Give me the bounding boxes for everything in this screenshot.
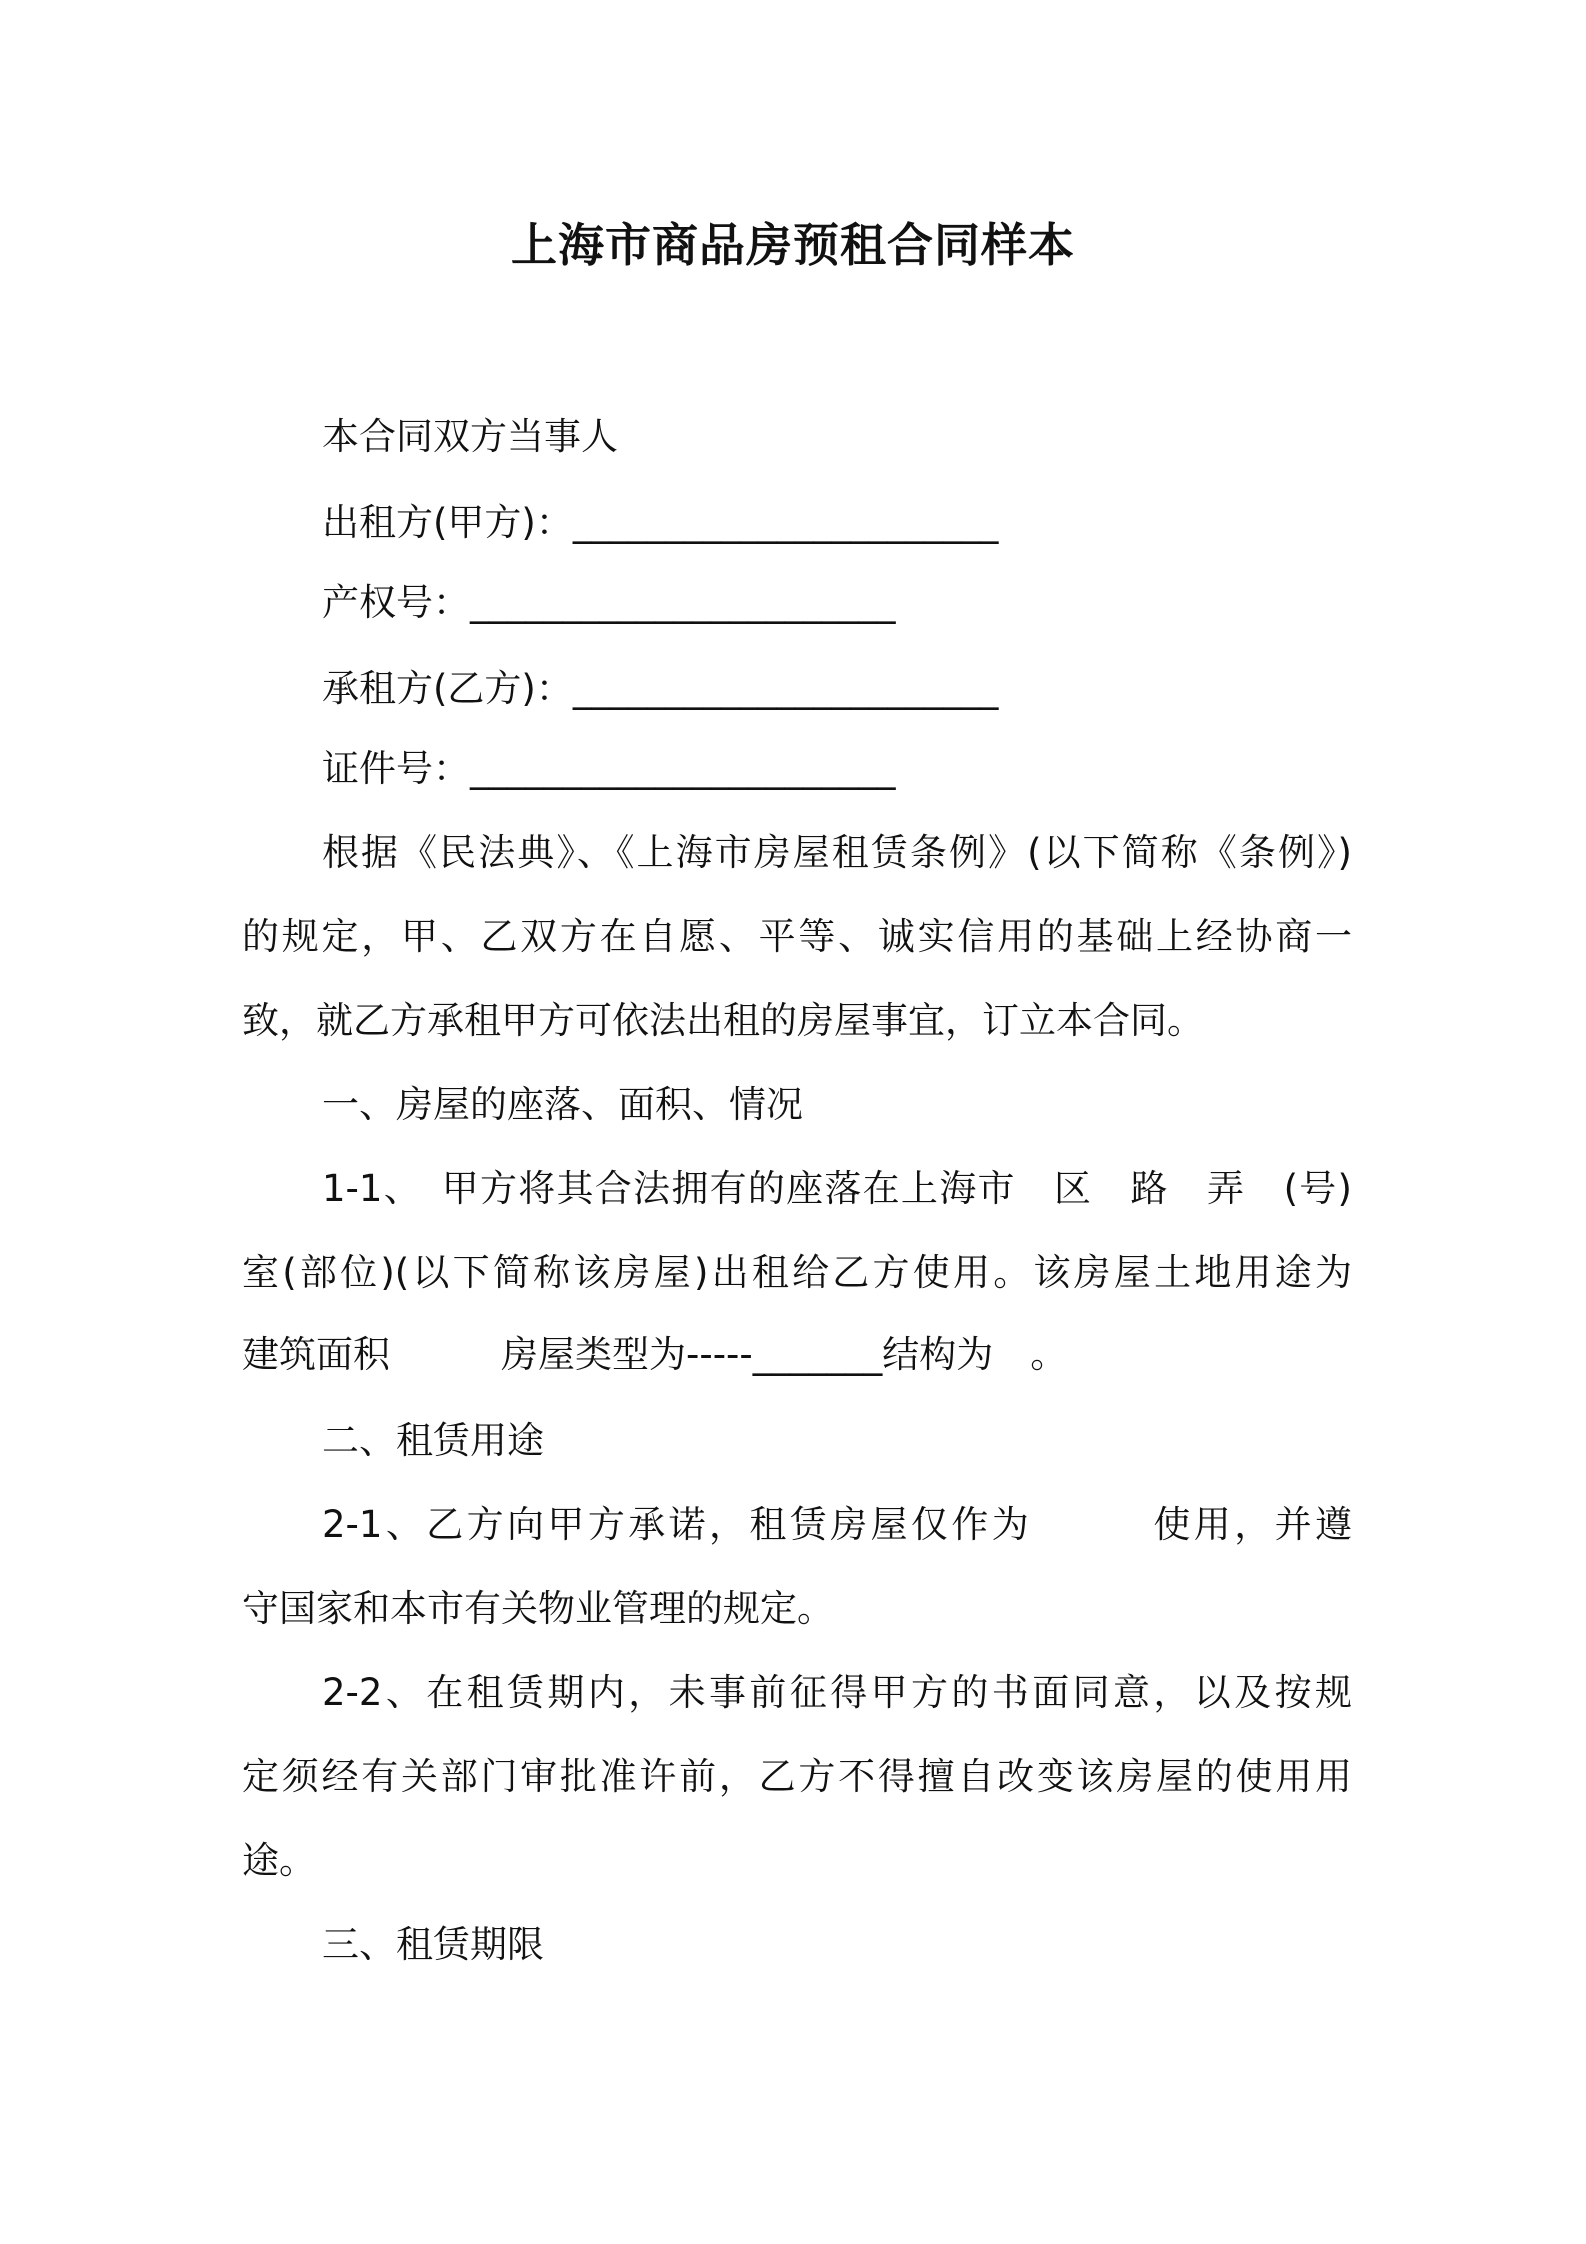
clause-2-1-line-1: 2-1、乙方向甲方承诺，租赁房屋仅作为 使用，并遵 [322,1503,1352,1546]
clause-1-1-line-1: 1-1、 甲方将其合法拥有的座落在上海市 区 路 弄 (号) [322,1167,1352,1210]
clause-2-2-line-1: 2-2、在租赁期内，未事前征得甲方的书面同意，以及按规 [322,1671,1352,1714]
lessee-line: 承租方(乙方)：_______________________ [322,667,999,710]
intro-line-2: 的规定，甲、乙双方在自愿、平等、诚实信用的基础上经协商一 [242,915,1352,958]
clause-1-1-line-2: 室(部位)(以下简称该房屋)出租给乙方使用。该房屋土地用途为 [242,1251,1352,1294]
clause-2-2-line-2: 定须经有关部门审批准许前，乙方不得擅自改变该房屋的使用用 [242,1755,1352,1798]
clause-2-2-line-3: 途。 [242,1839,316,1882]
lessor-line: 出租方(甲方)：_______________________ [322,501,999,544]
clause-2-1-line-2: 守国家和本市有关物业管理的规定。 [242,1587,834,1630]
property-number-line: 产权号：_______________________ [322,581,896,624]
parties-heading: 本合同双方当事人 [322,415,618,458]
id-number-line: 证件号：_______________________ [322,747,896,790]
section2-heading: 二、租赁用途 [322,1419,544,1462]
intro-line-1: 根据《民法典》、《上海市房屋租赁条例》(以下简称《条例》) [322,831,1352,874]
intro-line-3: 致，就乙方承租甲方可依法出租的房屋事宜，订立本合同。 [242,999,1204,1042]
section3-heading: 三、租赁期限 [322,1923,544,1966]
section1-heading: 一、房屋的座落、面积、情况 [322,1083,803,1126]
document-title: 上海市商品房预租合同样本 [511,218,1075,272]
clause-1-1-line-3: 建筑面积 房屋类型为-----_______结构为 。 [242,1333,1068,1376]
